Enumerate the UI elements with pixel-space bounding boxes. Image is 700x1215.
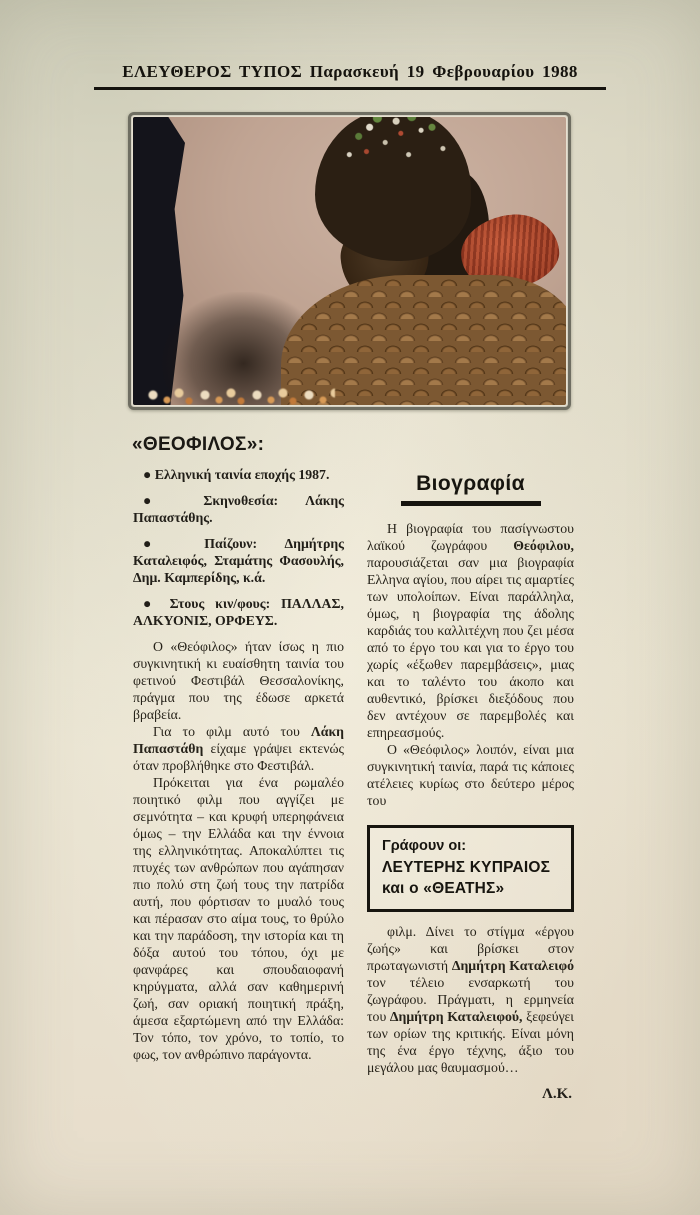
photo-flowers: [145, 385, 335, 405]
credit-item-cast: [133, 535, 344, 586]
left-paragraph: Πρόκειται για ένα ρωμαλέο ποιητικό φιλμ που αγγίζει με σεμνότητα – και κρυφή υπερηφάνεια όμως – την Ελλάδα και την έννοια της ελληνικότητας. Αποκαλύπτει τις πτυχές των ανθρώπων που αγάπησαν πιο πολύ στη ζωή τους την πατρίδα αυτή, που φόρτισαν το μυαλό τους και πέρασαν στο αίμα τους, το θρύλο και την παράδοση, την ιστορία και τη δόξα αυτού του τόπου, όχι με φανφάρες και σπουδαιοφανή κηρύγματα, αλλά σαν καθημερινή ζωή, σαν οριακή ποιητική πράξη, άμεσα εξαρτώμενη από την Ελλάδα: Τον τόπο, τον χρόνο, το τοπίο, το φως, τον ανθρώπινο παράγοντα.: [133, 775, 344, 1062]
credit-text: Στους κιν/φους: ΠΑΛΛΑΣ, ΑΛΚΥΟΝΙΣ, ΟΡΦΕΥΣ.: [133, 596, 344, 628]
film-still-photo: [133, 117, 566, 405]
authors-credit-box: [367, 825, 574, 912]
photo-man-hair: [315, 117, 471, 261]
left-column: [133, 466, 344, 1103]
biography-header: [367, 472, 574, 506]
author-initials: Λ.Κ.: [542, 1086, 572, 1102]
credit-item-film-type: [133, 466, 344, 483]
right-column: [367, 466, 574, 1103]
article-title: «ΘΕΟΦΙΛΟΣ»:: [132, 434, 265, 455]
bio-paragraph: φιλμ. Δίνει το στίγμα «έργου ζωής» και βρίσκει στον πρωταγωνιστή Δημήτρη Καταλειφό τον τέλειο ενσαρκωτή του ζωγράφου. Πράγματι, η ερμηνεία του Δημήτρη Καταλειφού, ξεφεύγει των ορίων της κριτικής. Είναι μόνη της ένα έργο τέχνης, άξιο του μεγάλου μας θαυμασμού…: [367, 924, 574, 1075]
bullet-icon: ●: [143, 493, 176, 508]
credit-text: Ελληνική ταινία εποχής 1987.: [154, 467, 330, 482]
credit-text: Παίζουν: Δημήτρης Καταλειφός, Σταμάτης Φασουλής, Δημ. Καμπερίδης, κ.ά.: [133, 536, 345, 585]
bullet-icon: ●: [143, 536, 177, 551]
bio-paragraph: Η βιογραφία του πασίγνωστου λαϊκού ζωγράφου Θεόφιλου, παρουσιάζεται σαν μια βιογραφία Ελληνα αγίου, που αίρει τις αμαρτίες των υπολοίπων. Είναι παράλληλα, όμως, η βιογραφία της άδολης καρδιάς του καλλιτέχνη που ζει μέσα από το έργο του και για το έργο του χωρίς «έξωθεν παρεμβάσεις», μιας και το ταλέντο του άκοπο και αυθεντικό, βρίσκει διεξόδους που δεν αντέχουν σε παρεμβολές και επηρεασμούς.: [367, 521, 574, 740]
bio-paragraph: Ο «Θεόφιλος» λοιπόν, είναι μια συγκινητική ταινία, παρά τις κάποιες ατέλειες κυρίως στο δεύτερο μέρος του: [367, 742, 574, 808]
bullet-icon: ●: [143, 596, 159, 611]
article-columns: [133, 466, 574, 1103]
credit-box-author-1: ΛΕΥΤΕΡΗΣ ΚΥΠΡΑΙΟΣ: [382, 859, 551, 876]
headline-underline-bar: [401, 501, 541, 506]
left-paragraph: Ο «Θεόφιλος» ήταν ίσως η πιο συγκινητική κι ευαίσθητη ταινία του φετινού Φεστιβάλ Θεσσαλονίκης, πράγμα που της έδωσε αρκετά βραβεία.: [133, 639, 344, 722]
credit-text: Σκηνοθεσία: Λάκης Παπαστάθης.: [133, 493, 345, 525]
biography-headline: Βιογραφία: [416, 472, 525, 495]
credit-item-cinemas: [133, 595, 344, 629]
credit-item-director: [133, 492, 344, 526]
bullet-icon: ●: [143, 467, 152, 482]
credit-box-author-2: και ο «ΘΕΑΤΗΣ»: [382, 880, 505, 897]
masthead-section: [0, 0, 700, 90]
left-paragraph: Για το φιλμ αυτό του Λάκη Παπαστάθη είχαμε γράψει εκτενώς όταν προβλήθηκε στο Φεστιβάλ.: [133, 724, 344, 773]
film-still-photo-frame: [128, 112, 571, 410]
masthead: ΕΛΕΥΘΕΡΟΣ ΤΥΠΟΣ Παρασκευή 19 Φεβρουαρίου 1988: [94, 62, 606, 90]
credit-box-label: Γράφουν οι:: [382, 838, 467, 854]
